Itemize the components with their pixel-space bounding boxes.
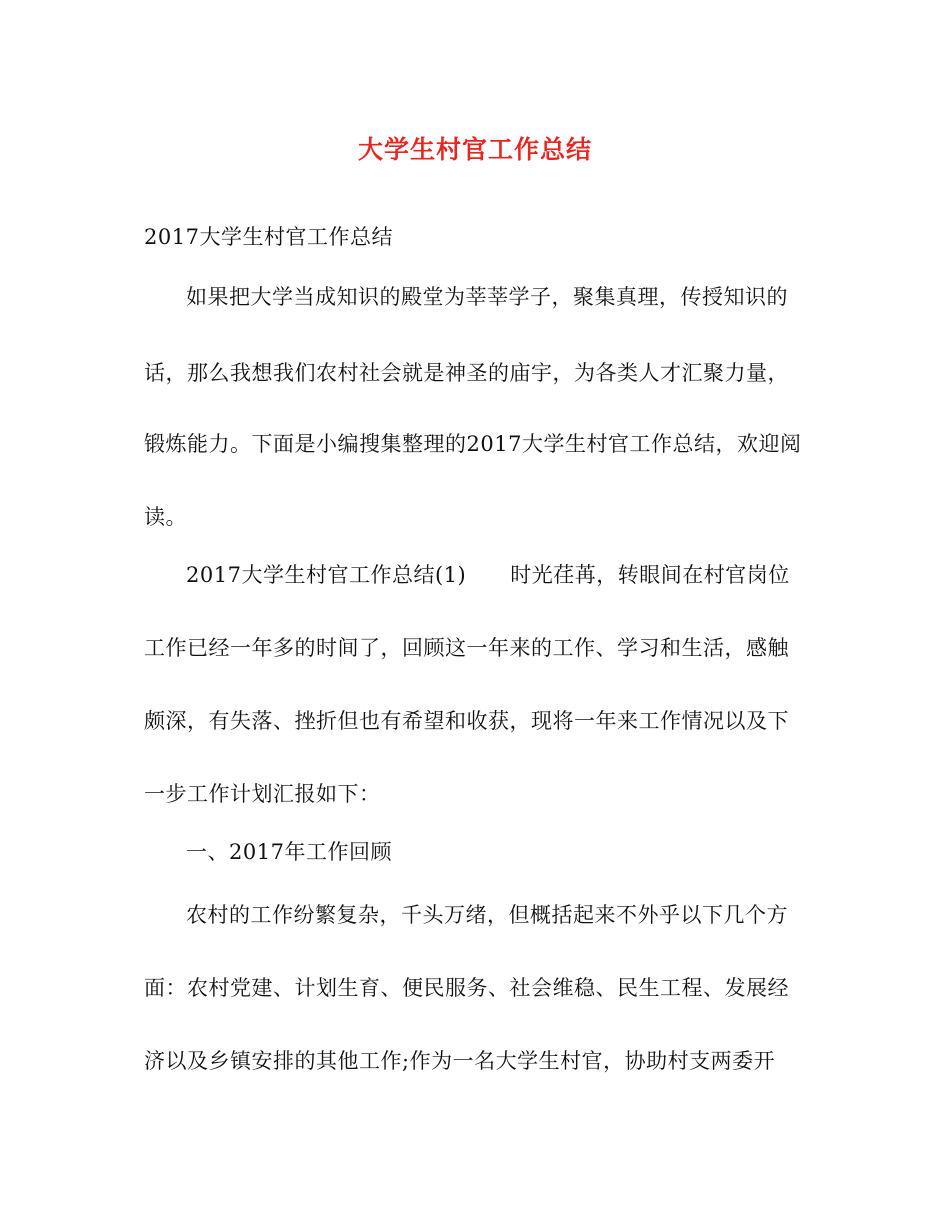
document-subtitle: 2017大学生村官工作总结: [144, 225, 393, 249]
paragraph-line: 锻炼能力。下面是小编搜集整理的2017大学生村官工作总结，欢迎阅: [144, 432, 802, 456]
paragraph-line: 工作已经一年多的时间了，回顾这一年来的工作、学习和生活，感触: [144, 636, 789, 660]
paragraph-line: 读。: [144, 505, 187, 529]
paragraph-line: 一步工作计划汇报如下：: [144, 782, 381, 806]
paragraph-line: 颇深，有失落、挫折但也有希望和收获，现将一年来工作情况以及下: [144, 709, 789, 733]
document-title: 大学生村官工作总结: [357, 135, 592, 164]
paragraph-line: 济以及乡镇安排的其他工作;作为一名大学生村官，协助村支两委开: [144, 1049, 776, 1073]
section-heading-continuation: 时光荏苒，转眼间在村官岗位: [510, 563, 790, 587]
paragraph-line: 面：农村党建、计划生育、便民服务、社会维稳、民生工程、发展经: [144, 976, 789, 1000]
paragraph-line: 如果把大学当成知识的殿堂为莘莘学子，聚集真理，传授知识的: [186, 285, 788, 309]
subheading: 一、2017年工作回顾: [186, 840, 392, 864]
section-heading-line: [186, 560, 814, 590]
paragraph-line: 农村的工作纷繁复杂，千头万绪，但概括起来不外乎以下几个方: [186, 903, 788, 927]
paragraph-line: 话，那么我想我们农村社会就是神圣的庙宇，为各类人才汇聚力量，: [144, 361, 789, 385]
section-heading: 2017大学生村官工作总结(1): [186, 563, 467, 587]
